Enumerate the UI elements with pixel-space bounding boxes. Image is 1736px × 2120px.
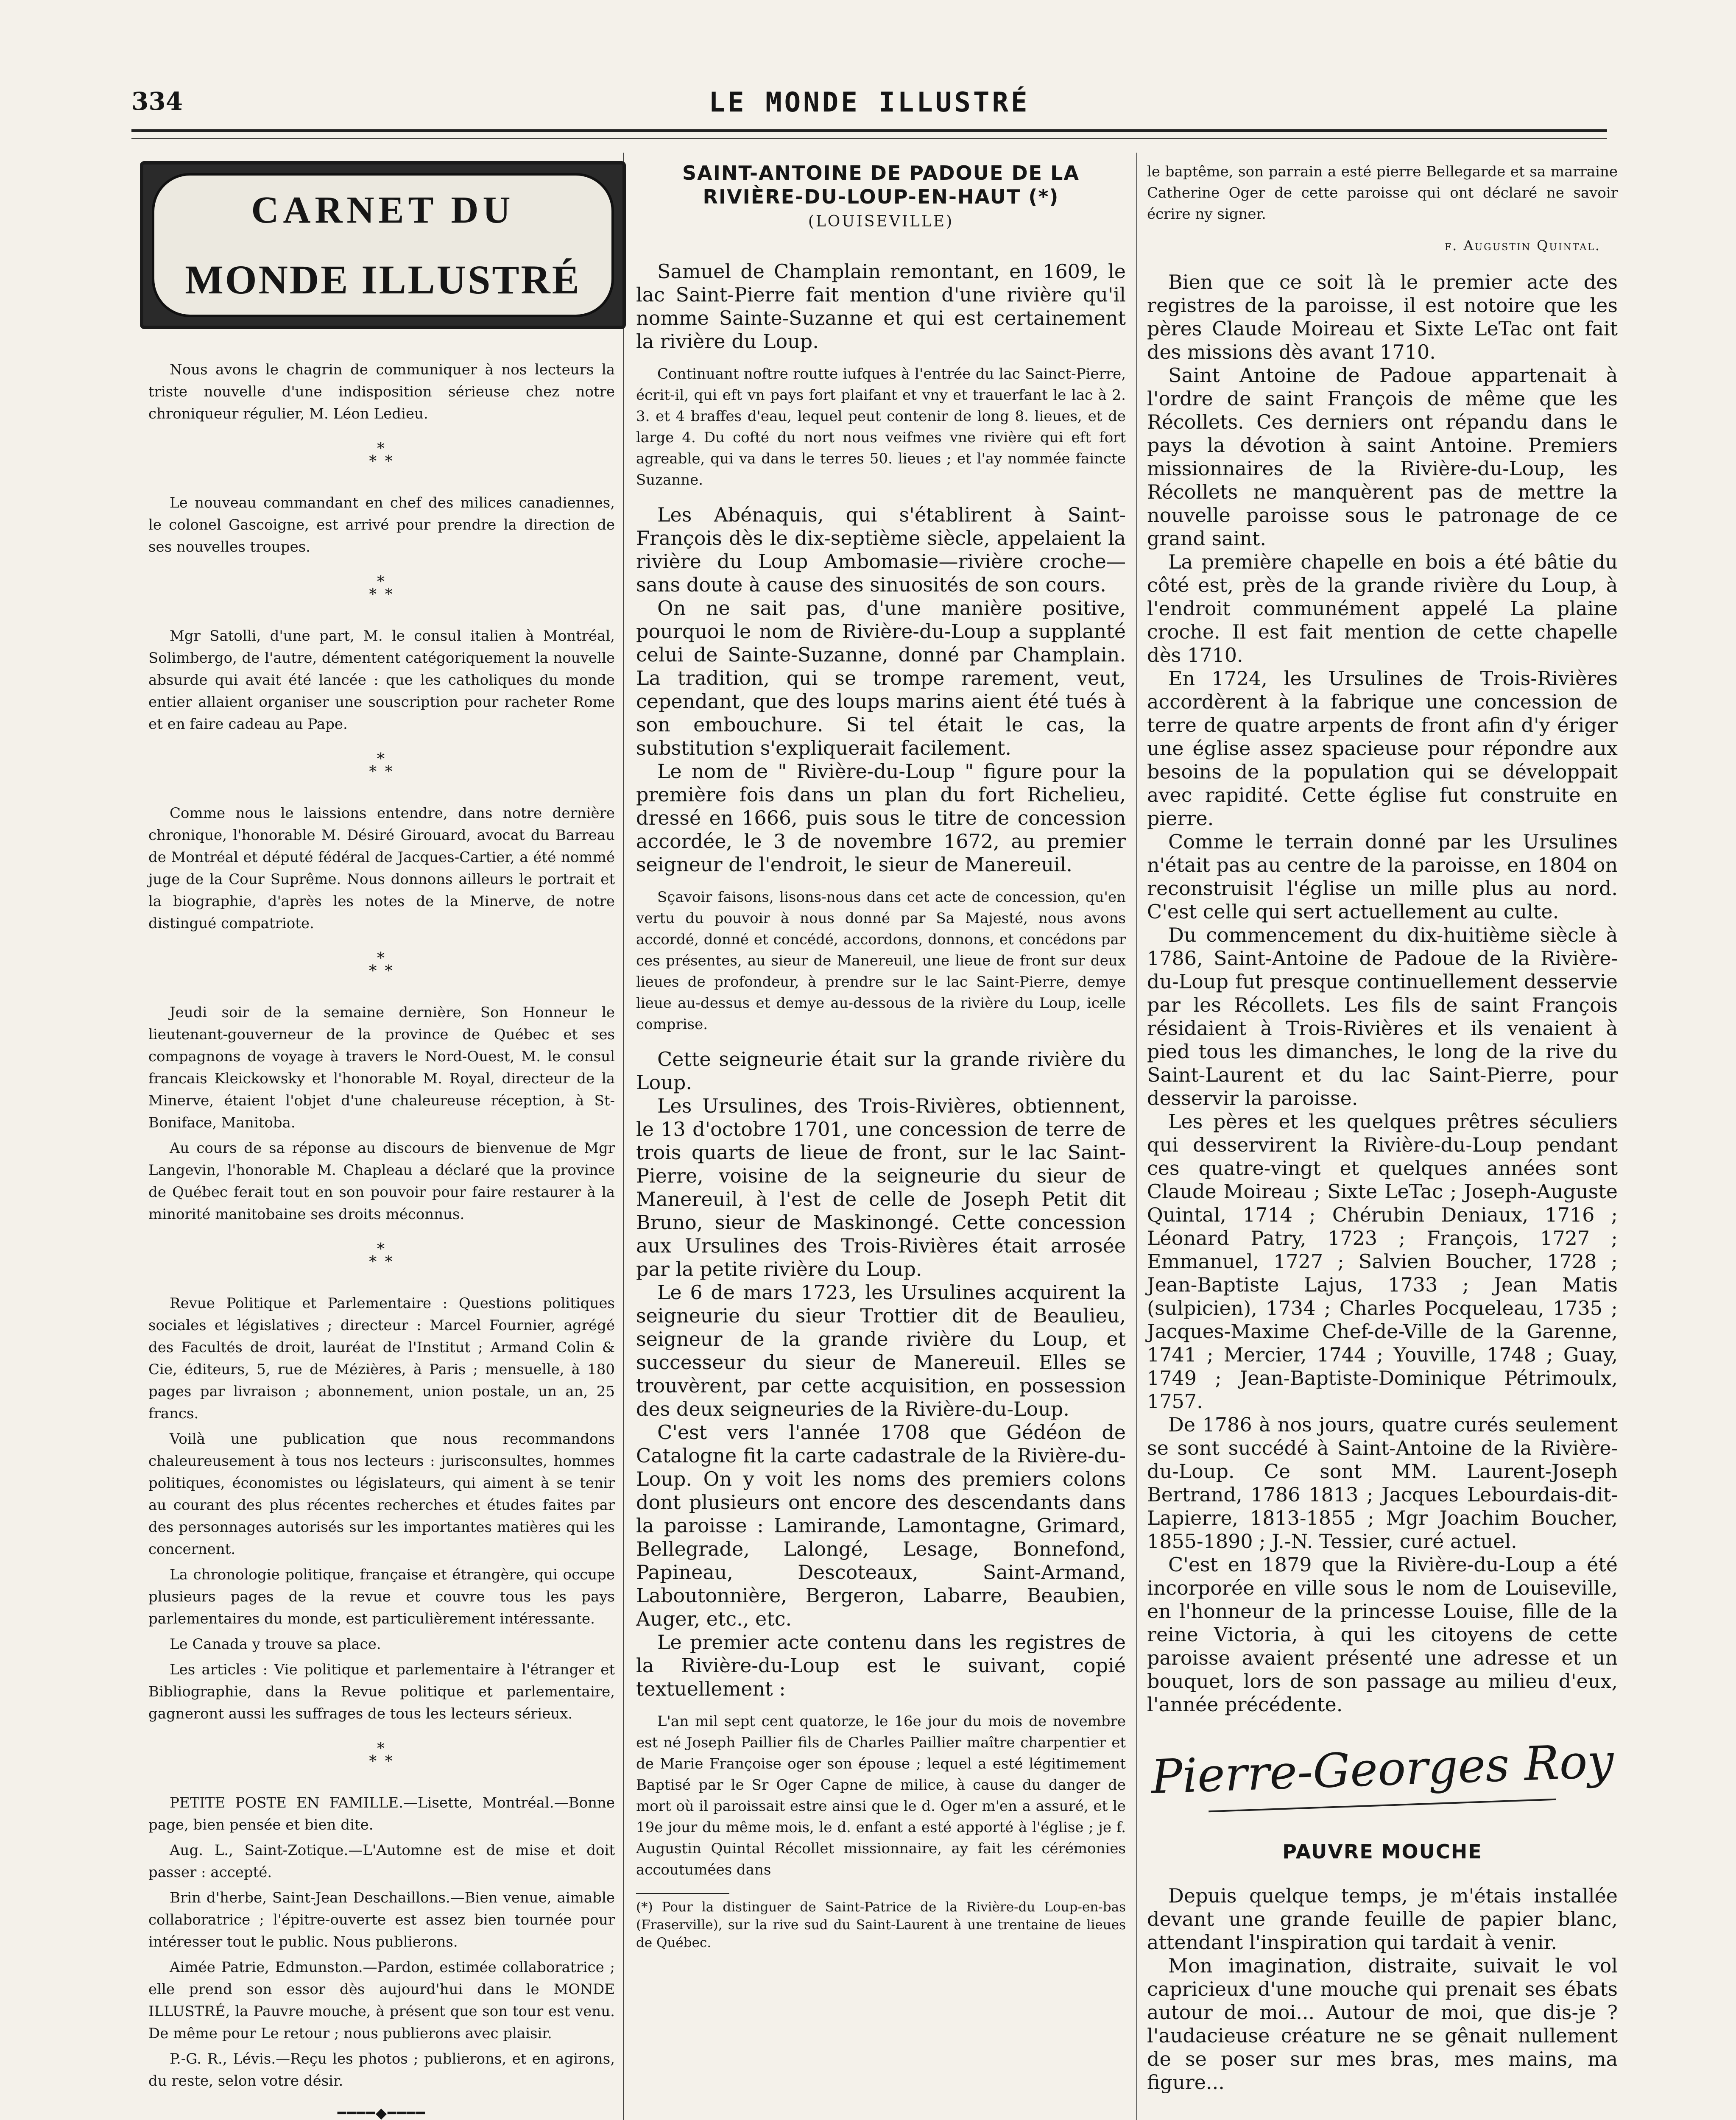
article-paragraph: Saint Antoine de Padoue appartenait à l'ordre de saint François de même que les Récollets. Ces derniers ont répandu dans le pays la dévotion à saint Antoine. Premiers missionnaires de la Rivière-du-Loup, les Récollets ne manquèrent pas de mettre la nouvelle paroisse sous le patronage de ce grand saint. bbox=[1147, 364, 1618, 550]
ornament-divider: ━━━━◆━━━━ bbox=[338, 2105, 426, 2120]
separator-stars: * * * bbox=[369, 1740, 394, 1770]
logo-panel bbox=[152, 173, 614, 317]
mail-item: Brin d'herbe, Saint-Jean Deschaillons.—Bien venue, aimable collaboratrice ; l'épitre-ouverte est assez bien tournée pour intéresser tout le public. Nous publierons. bbox=[148, 1889, 615, 1950]
header-rule-thin bbox=[131, 138, 1607, 139]
column-divider bbox=[1136, 153, 1137, 2120]
logo-line-1: CARNET DU bbox=[251, 189, 515, 231]
review-item: Voilà une publication que nous recommandons chaleureusement à tous nos lecteurs : jurisconsultes, hommes politiques, économistes ou législateurs, qui aiment à se tenir au courant des plus récentes recherches et études faites par des personnages autorisés sur les importantes matières qui les concernent. bbox=[148, 1431, 615, 1558]
separator-stars: * * * bbox=[369, 573, 394, 603]
page-number: 334 bbox=[131, 87, 183, 116]
column-left bbox=[148, 161, 615, 2120]
article-paragraph: C'est en 1879 que la Rivière-du-Loup a été incorporée en ville sous le nom de Louiseville, en l'honneur de la princesse Louise, fille de la reine Victoria, à qui les citoyens de cette paroisse avaient présenté une adresse et un bouquet, lors de son passage au milieu d'eux, l'année précédente. bbox=[1147, 1553, 1618, 1716]
news-item: Jeudi soir de la semaine dernière, Son Honneur le lieutenant-gouverneur de la province de Québec et ses compagnons de voyage à travers le Nord-Ouest, M. le consul francais Kleickowsky et l'honorable M. Royal, directeur de la Minerve, étaient l'objet d'une chaleureuse réception, à St-Boniface, Manitoba. bbox=[148, 1004, 615, 1131]
story-paragraph: Mon imagination, distraite, suivait le vol capricieux d'une mouche qui prenait ses ébats autour de moi... Autour de moi, que dis-je ? l'audacieuse créature ne se gênait nullement de se poser sur mes bras, mes mains, ma figure... bbox=[1147, 1954, 1618, 2094]
article-paragraph: Bien que ce soit là le premier acte des registres de la paroisse, il est notoire que les pères Claude Moireau et Sixte LeTac ont fait des missions dès avant 1710. bbox=[1147, 271, 1618, 363]
article-title: SAINT-ANTOINE DE PADOUE DE LA RIVIÈRE-DU-LOUP-EN-HAUT (*) bbox=[682, 162, 1080, 208]
article-subtitle: (LOUISEVILLE) bbox=[808, 213, 954, 230]
article-paragraph: De 1786 à nos jours, quatre curés seulement se sont succédé à Saint-Antoine de la Rivière-du-Loup. Ce sont MM. Laurent-Joseph Bertrand, 1786 1813 ; Jacques Lebourdais-dit-Lapierre, 1813-1855 ; Mgr Joachim Boucher, 1855-1890 ; J.-N. Tessier, curé actuel. bbox=[1147, 1413, 1618, 1553]
review-item: Les articles : Vie politique et parlementaire à l'étranger et Bibliographie, dans la Revue politique et parlementaire, gagneront aussi les suffrages de tous les lecteurs sérieux. bbox=[148, 1661, 615, 1722]
footnote-rule bbox=[636, 1893, 729, 1894]
separator-stars: * * * bbox=[369, 950, 394, 980]
article-paragraph: Les Ursulines, des Trois-Rivières, obtiennent, le 13 d'octobre 1701, une concession de terre de trois quarts de lieue de front, sur le lac Saint-Pierre, voisine de la seigneurie du sieur de Manereuil, à l'est de celle de Joseph Petit dit Bruno, sieur de Maskinongé. Cette concession aux Ursulines des Trois-Rivières était arrosée par la petite rivière du Loup. bbox=[636, 1094, 1126, 1280]
article-quote: Continuant noftre routte iufques à l'entrée du lac Sainct-Pierre, écrit-il, qui eft vn pays fort plaifant et vny et trauerfant le lac à 2. 3. et 4 braffes d'eau, lequel peut contenir de long 8. lieues, et de large 4. Du cofté du nort nous veifmes vne rivière qui eft fort agreable, qui va dans le terres 50. lieues ; et l'ay nommée faincte Suzanne. bbox=[636, 365, 1126, 488]
header-rule bbox=[131, 129, 1607, 132]
article-paragraph: Les Abénaquis, qui s'établirent à Saint-François dès le dix-septième siècle, appelaient la rivière du Loup Ambomasie—rivière croche—sans doute à cause des sinuosités de son cours. bbox=[636, 503, 1126, 596]
article-paragraph: C'est vers l'année 1708 que Gédéon de Catalogne fit la carte cadastrale de la Rivière-du-Loup. On y voit les noms des premiers colons dont plusieurs ont encore des descendants dans la paroisse : Lamirande, Lamontagne, Grimard, Bellegrade, Lalongé, Lesage, Bonnefond, Papineau, Descoteaux, Saint-Armand, Laboutonnière, Bergeron, Labarre, Beaubien, Auger, etc., etc. bbox=[636, 1421, 1126, 1630]
masthead: LE MONDE ILLUSTRÉ bbox=[709, 87, 1030, 118]
article-paragraph: Cette seigneurie était sur la grande rivière du Loup. bbox=[636, 1048, 1126, 1094]
carnet-logo bbox=[140, 161, 626, 329]
review-item: Revue Politique et Parlementaire : Questions politiques sociales et législatives ; directeur : Marcel Fournier, agrégé des Facultés de droit, lauréat de l'Institut ; Armand Colin & Cie, éditeurs, 5, rue de Mézières, à Paris ; mensuelle, à 180 pages par livraison ; abonnement, union postale, un an, 25 francs. bbox=[148, 1295, 615, 1422]
article-paragraph: On ne sait pas, d'une manière positive, pourquoi le nom de Rivière-du-Loup a supplanté celui de Sainte-Suzanne, donné par Champlain. La tradition, qui se trompe rarement, veut, cependant, que des loups marins aient été tués à son embouchure. Si tel était le cas, la substitution s'expliquerait facilement. bbox=[636, 597, 1126, 759]
article-paragraph: Le nom de " Rivière-du-Loup " figure pour la première fois dans un plan du fort Richelieu, dressé en 1666, puis sous le titre de concession accordée, le 3 de novembre 1672, au premier seigneur de l'endroit, le sieur de Manereuil. bbox=[636, 760, 1126, 876]
article-paragraph: En 1724, les Ursulines de Trois-Rivières accordèrent à la fabrique une concession de terre de quatre arpents de front afin d'y ériger une église assez spacieuse pour répondre aux besoins de la population qui se développait avec rapidité. Cette église fut construite en pierre. bbox=[1147, 667, 1618, 830]
column-divider bbox=[623, 153, 624, 2120]
news-item: Nous avons le chagrin de communiquer à nos lecteurs la triste nouvelle d'une indisposition sérieuse chez notre chroniqueur régulier, M. Léon Ledieu. bbox=[148, 361, 615, 422]
mail-item: P.-G. R., Lévis.—Reçu les photos ; publierons, et en agirons, du reste, selon votre désir. bbox=[148, 2050, 615, 2089]
story-paragraph: Depuis quelque temps, je m'étais installée devant une grande feuille de papier blanc, attendant l'inspiration qui tardait à venir. bbox=[1147, 1884, 1618, 1954]
mail-item: Aug. L., Saint-Zotique.—L'Automne est de mise et doit passer : accepté. bbox=[148, 1842, 615, 1881]
article-paragraph: Samuel de Champlain remontant, en 1609, le lac Saint-Pierre fait mention d'une rivière qu'il nomme Sainte-Suzanne et qui est certainement la rivière du Loup. bbox=[636, 260, 1126, 353]
article-paragraph: Du commencement du dix-huitième siècle à 1786, Saint-Antoine de Padoue de la Rivière-du-Loup fut presque continuellement desservie par les Récollets. Les fils de saint François résidaient à Trois-Rivières et ils venaient à pied tous les dimanches, le long de la rive du Saint-Laurent et du lac Saint-Pierre, pour desservir la paroisse. bbox=[1147, 923, 1618, 1110]
separator-stars: * * * bbox=[369, 1241, 394, 1271]
article-paragraph: Les pères et les quelques prêtres séculiers qui desservirent la Rivière-du-Loup pendant ces quatre-vingt et quelques années sont Claude Moireau ; Sixte LeTac ; Joseph-Auguste Quintal, 1714 ; Chérubin Deniaux, 1716 ; Léonard Patry, 1723 ; François, 1727 ; Emmanuel, 1727 ; Salvien Boucher, 1728 ; Jean-Baptiste Lajus, 1733 ; Jean Matis (sulpicien), 1734 ; Charles Pocqueleau, 1735 ; Jacques-Maxime Chef-de-Ville de la Garenne, 1741 ; Mercier, 1744 ; Youville, 1748 ; Guay, 1749 ; Jean-Baptiste-Dominique Pétrimoulx, 1757. bbox=[1147, 1110, 1618, 1413]
article-paragraph: La première chapelle en bois a été bâtie du côté est, près de la grande rivière du Loup, à l'endroit communément appelé La plaine croche. Il est fait mention de cette chapelle dès 1710. bbox=[1147, 550, 1618, 667]
article-quote: L'an mil sept cent quatorze, le 16e jour du mois de novembre est né Joseph Paillier fils de Charles Paillier maître charpentier et de Marie Françoise oger son épouse ; lequel a esté légitimement Baptisé par le Sr Oger Capne de milice, à cause du danger de mort où il paroissait estre ainsi que le d. Oger m'en a assuré, et le 19e jour du même mois, le d. enfant a esté apporté à l'église ; je f. Augustin Quintal Récollet missionnaire, ay fait les cérémonies accoutumées dans bbox=[636, 1713, 1126, 1878]
page-header bbox=[131, 87, 1607, 125]
article-paragraph: Le 6 de mars 1723, les Ursulines acquirent la seigneurie du sieur Trottier dit de Beaulieu, seigneur de la grande rivière du Loup, et successeur du sieur de Manereuil. Elles se trouvèrent, par cette acquisition, en possession des deux seigneuries de la Rivière-du-Loup. bbox=[636, 1281, 1126, 1420]
news-item: Au cours de sa réponse au discours de bienvenue de Mgr Langevin, l'honorable M. Chapleau a déclaré que la province de Québec ferait tout en son pouvoir pour faire restaurer à la minorité manitobaine ses droits méconnus. bbox=[148, 1140, 615, 1223]
news-item: Mgr Satolli, d'une part, M. le consul italien à Montréal, Solimbergo, de l'autre, démentent catégoriquement la nouvelle absurde qui avait été lancée : que les catholiques du monde entier allaient organiser une souscription pour racheter Rome et en faire cadeau au Pape. bbox=[148, 628, 615, 733]
separator-stars: * * * bbox=[369, 440, 394, 470]
footnote: (*) Pour la distinguer de Saint-Patrice de la Rivière-du Loup-en-bas (Fraserville), sur la rive sud du Saint-Laurent à une trentaine de lieues de Québec. bbox=[636, 1900, 1126, 1950]
mail-item: PETITE POSTE EN FAMILLE.—Lisette, Montréal.—Bonne page, bien pensée et bien dite. bbox=[148, 1794, 615, 1833]
review-item: La chronologie politique, française et étrangère, qui occupe plusieurs pages de la revue et couvre tous les pays parlementaires du monde, est particulièrement intéressante. bbox=[148, 1566, 615, 1627]
column-right bbox=[1147, 161, 1618, 2094]
section-title: PAUVRE MOUCHE bbox=[1282, 1840, 1482, 1863]
signature-underline bbox=[1209, 1799, 1556, 1813]
review-item: Le Canada y trouve sa place. bbox=[170, 1636, 381, 1653]
news-item: Comme nous le laissions entendre, dans notre dernière chronique, l'honorable M. Désiré Girouard, avocat du Barreau de Montréal et député fédéral de Jacques-Cartier, a été nommé juge de la Cour Suprême. Nous donnons ailleurs le portrait et la biographie, d'après les notes de la Minerve, de notre distingué compatriote. bbox=[148, 805, 615, 932]
article-paragraph: Comme le terrain donné par les Ursulines n'était pas au centre de la paroisse, en 1804 on reconstruisit l'église un mille plus au nord. C'est celle qui sert actuellement au culte. bbox=[1147, 830, 1618, 923]
article-quote: Sçavoir faisons, lisons-nous dans cet acte de concession, qu'en vertu du pouvoir à nous donné par Sa Majesté, nous avons accordé, donné et concédé, accordons, donnons, et concédons par ces présentes, au sieur de Manereuil, une lieue de front sur deux lieues de profondeur, à prendre sur le lac Saint-Pierre, demye lieue au-dessus et demye au-dessous de la rivière du Loup, icelle comprise. bbox=[636, 889, 1126, 1033]
author-signature: Pierre-Georges Roy bbox=[1150, 1733, 1615, 1805]
separator-stars: * * * bbox=[369, 750, 394, 781]
news-item: Le nouveau commandant en chef des milices canadiennes, le colonel Gascoigne, est arrivé pour prendre la direction de ses nouvelles troupes. bbox=[148, 494, 615, 555]
quote-signature: f. Augustin Quintal. bbox=[1444, 237, 1601, 254]
article-paragraph: Le premier acte contenu dans les registres de la Rivière-du-Loup est le suivant, copié textuellement : bbox=[636, 1631, 1126, 1700]
mail-item: Aimée Patrie, Edmunston.—Pardon, estimée collaboratrice ; elle prend son essor dès aujourd'hui dans le MONDE ILLUSTRÉ, la Pauvre mouche, à présent que son tour est venu. De même pour Le retour ; nous publierons avec plaisir. bbox=[148, 1959, 615, 2042]
column-center bbox=[636, 161, 1126, 1952]
logo-line-2: MONDE ILLUSTRÉ bbox=[185, 257, 581, 302]
article-quote-continued: le baptême, son parrain a esté pierre Bellegarde et sa marraine Catherine Oger de cette paroisse qui ont déclaré ne savoir écrire ny signer. bbox=[1147, 163, 1618, 223]
